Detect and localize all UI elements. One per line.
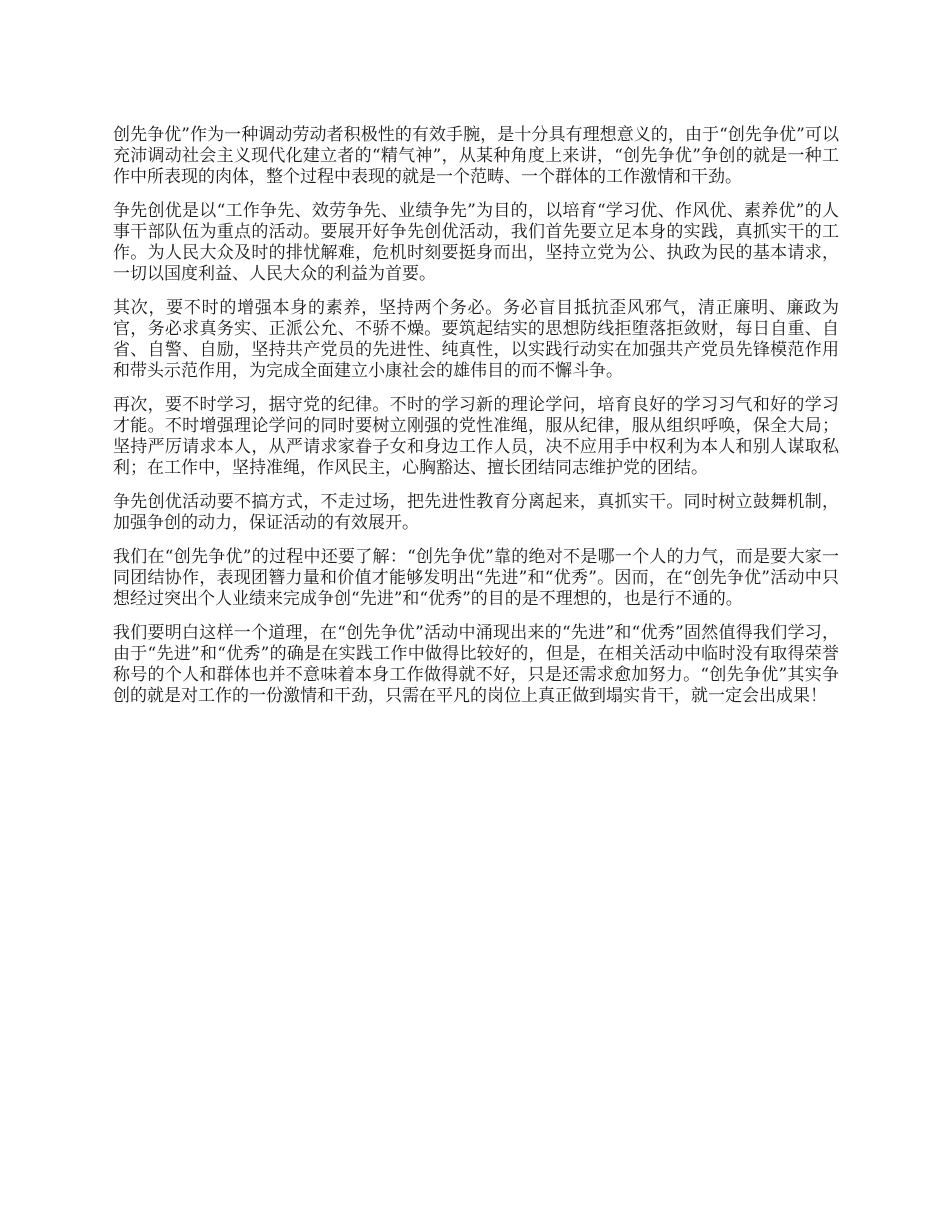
paragraph-4: 再次，要不时学习，据守党的纪律。不时的学习新的理论学问，培育良好的学习习气和好的学习才能。不时增强理论学问的同时要树立刚强的党性准绳，服从纪律，服从组织呼唤，保全大局；坚持严厉请求本人，从严请求家眷子女和身边工作人员，决不应用手中权利为本人和别人谋取私利；在工作中，坚持准绳，作风民主，心胸豁达、擅长团结同志维护党的团结。 [113,395,839,478]
paragraph-6: 我们在“创先争优”的过程中还要了解：“创先争优”靠的绝对不是哪一个人的力气，而是要大家一同团结协作，表现团簪力量和价值才能够发明出“先进”和“优秀”。因而，在“创先争优”活动中只想经过突出个人业绩来完成争创“先进”和“优秀”的目的是不理想的，也是行不通的。 [113,547,839,609]
paragraph-2: 争先创优是以“工作争先、效劳争先、业绩争先”为目的，以培育“学习优、作风优、素养优”的人事干部队伍为重点的活动。要展开好争先创优活动，我们首先要立足本身的实践，真抓实干的工作。为人民大众及时的排忧解难，危机时刻要挺身而出，坚持立党为公、执政为民的基本请求，一切以国度利益、人民大众的利益为首要。 [113,201,839,284]
paragraph-1: 创先争优”作为一种调动劳动者积极性的有效手腕，是十分具有理想意义的，由于“创先争优”可以充沛调动社会主义现代化建立者的“精气神”，从某种角度上来讲，“创先争优”争创的就是一种工作中所表现的肉体，整个过程中表现的就是一个范畴、一个群体的工作激情和干劲。 [113,125,839,187]
paragraph-3: 其次，要不时的增强本身的素养，坚持两个务必。务必盲目抵抗歪风邪气，清正廉明、廉政为官，务必求真务实、正派公允、不骄不燥。要筑起结实的思想防线拒堕落拒敛财，每日自重、自省、自警、自励，坚持共产党员的先进性、纯真性，以实践行动实在加强共产党员先锋模范作用和带头示范作用，为完成全面建立小康社会的雄伟目的而不懈斗争。 [113,298,839,381]
document-body [113,125,839,720]
paragraph-7: 我们要明白这样一个道理，在“创先争优”活动中涌现出来的“先进”和“优秀”固然值得我们学习，由于“先进”和“优秀”的确是在实践工作中做得比较好的，但是，在相关活动中临时没有取得荣誉称号的个人和群体也并不意味着本身工作做得就不好，只是还需求愈加努力。“创先争优”其实争创的就是对工作的一份激情和干劲，只需在平凡的岗位上真正做到塌实肯干，就一定会出成果！ [113,623,839,706]
paragraph-5: 争先创优活动要不搞方式，不走过场，把先进性教育分离起来，真抓实干。同时树立鼓舞机制，加强争创的动力，保证活动的有效展开。 [113,492,839,533]
